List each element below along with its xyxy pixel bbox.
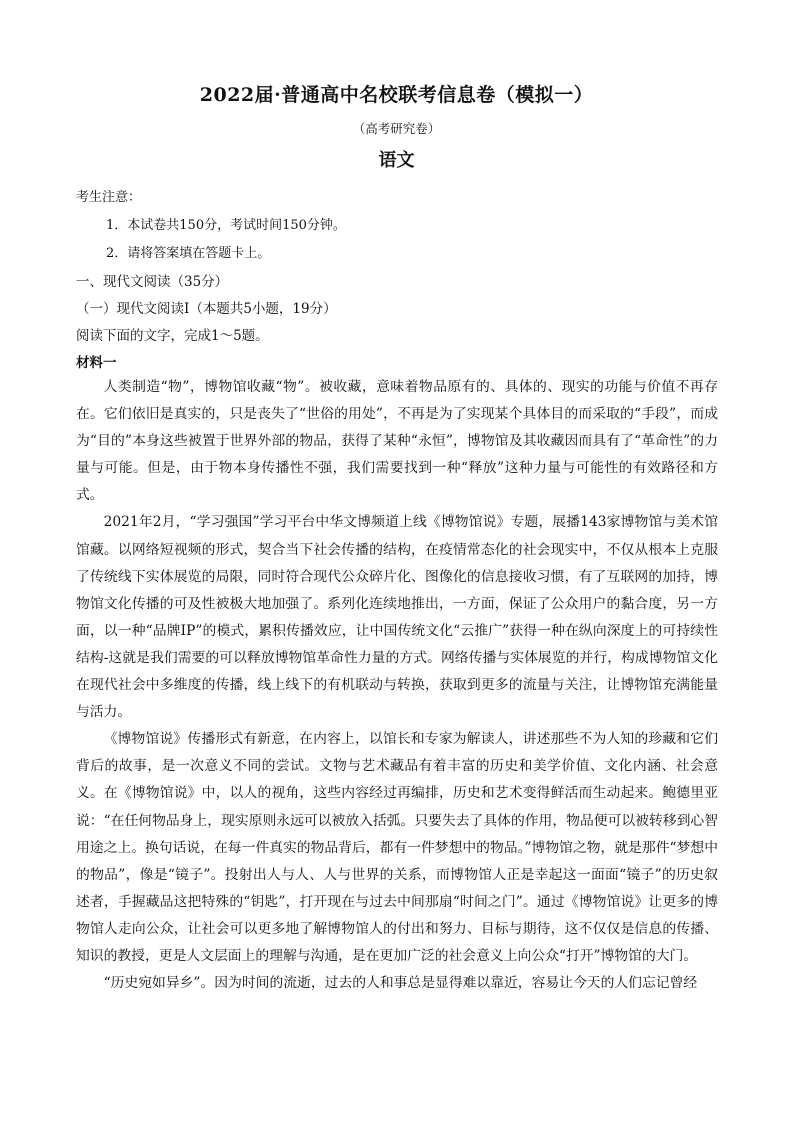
notice-item-2: 2．请将答案填在答题卡上。 — [106, 246, 271, 261]
notice-heading: 考生注意： — [76, 190, 142, 205]
exam-subtitle: （高考研究卷） — [352, 121, 441, 136]
passage-paragraph-1: 人类制造“物”，博物馆收藏“物”。被收藏，意味着物品原有的、具体的、现实的功能与价值不再存在。它们依旧是真实的，只是丧失了“世俗的用处”，不再是为了实现某个具体目的而采取的“手段”，而成为“目的”本身这些被置于世界外部的物品，获得了某种“永恒”，博物馆及其收藏因而具有了“革命性”的力量与可能。但是，由于物本身传播性不强，我们需要找到一种“释放”这种力量与可能性的有效路径和方式。 — [76, 379, 718, 504]
material-label: 材料一 — [76, 355, 117, 371]
reading-instruction: 阅读下面的文字，完成1～5题。 — [76, 328, 269, 344]
notice-item-1: 1．本试卷共150分，考试时间150分钟。 — [106, 218, 346, 233]
exam-title: 2022届·普通高中名校联考信息卷（模拟一） — [199, 84, 594, 106]
reading-passage — [76, 374, 718, 997]
subject-title: 语文 — [378, 150, 415, 171]
passage-paragraph-2: 2021年2月，“学习强国”学习平台中华文博频道上线《博物馆说》专题，展播143家博物馆与美术馆馆藏。以网络短视频的形式，契合当下社会传播的结构，在疫情常态化的社会现实中，不仅从根本上克服了传统线下实体展览的局限，同时符合现代公众碎片化、图像化的信息接收习惯，有了互联网的加持，博物馆文化传播的可及性被极大地加强了。系列化连续地推出，一方面，保证了公众用户的黏合度，另一方面，以一种“品牌IP”的模式，累积传播效应，让中国传统文化“云推广”获得一种在纵向深度上的可持续性结构-这就是我们需要的可以释放博物馆革命性力量的方式。网络传播与实体展览的并行，构成博物馆文化在现代社会中多维度的传播，线上线下的有机联动与转换，获取到更多的流量与关注，让博物馆充满能量与活力。 — [76, 514, 718, 721]
passage-paragraph-4: “历史宛如异乡”。因为时间的流逝，过去的人和事总是显得难以靠近，容易让今天的人们忘记曾经 — [103, 975, 698, 992]
section-heading: 一、现代文阅读（35分） — [76, 274, 229, 290]
section-subheading: （一）现代文阅读Ⅰ（本题共5小题，19分） — [76, 301, 337, 317]
passage-paragraph-3: 《博物馆说》传播形式有新意，在内容上，以馆长和专家为解读人，讲述那些不为人知的珍藏和它们背后的故事，是一次意义不同的尝试。文物与艺术藏品有着丰富的历史和美学价值、文化内涵、社会意义。在《博物馆说》中，以人的视角，这些内容经过再编排，历史和艺术变得鲜活而生动起来。鲍德里亚说：“在任何物品身上，现实原则永远可以被放入括弧。只要失去了具体的作用，物品便可以被转移到心智用途之上。换句话说，在每一件真实的物品背后，都有一件梦想中的物品。”博物馆之物，就是那件“梦想中的物品”，像是“镜子”。投射出人与人、人与世界的关系，而博物馆人正是幸起这一面面“镜子”的历史叙述者，手握藏品这把特殊的“钥匙”，打开现在与过去中间那扇“时间之门”。通过《博物馆说》让更多的博物馆人走向公众，让社会可以更多地了解博物馆人的付出和努力、目标与期待，这不仅仅是信息的传播、知识的教授，更是人文层面上的理解与沟通，是在更加广泛的社会意义上向公众“打开”博物馆的大门。 — [76, 731, 718, 964]
